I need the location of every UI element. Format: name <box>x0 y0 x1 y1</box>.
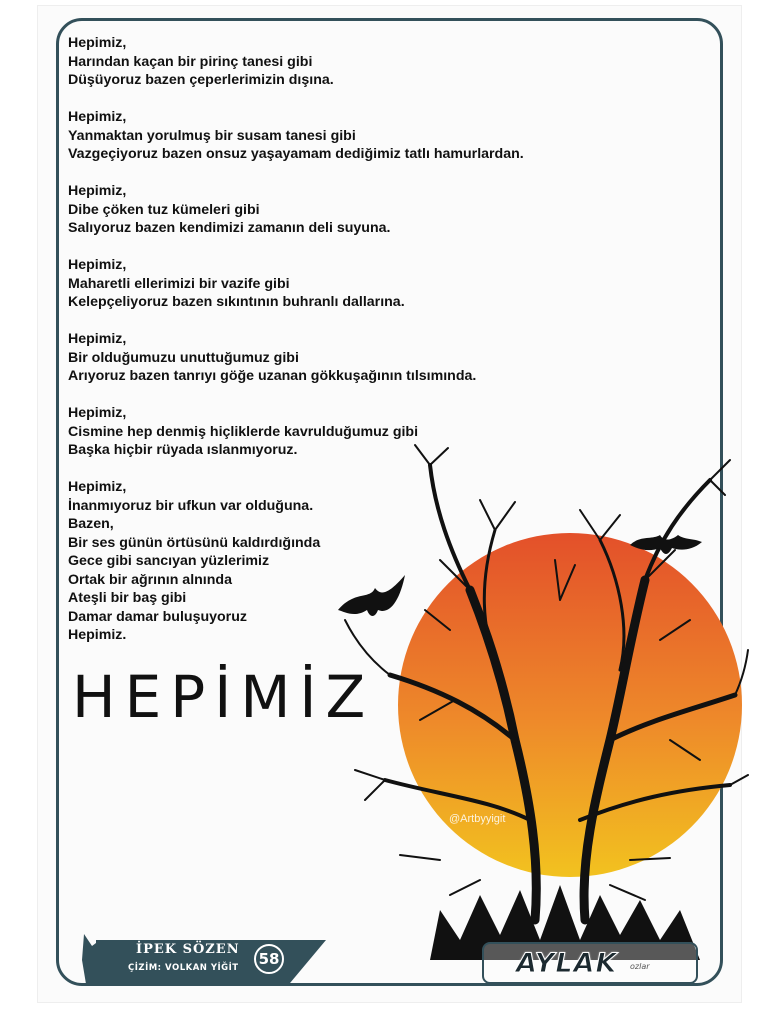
poem-line: Düşüyoruz bazen çeperlerimizin dışına. <box>68 72 334 88</box>
poem-line: Vazgeçiyoruz bazen onsuz yaşayamam dediğimiz tatlı hamurlardan. <box>68 146 524 162</box>
poem-line: Başka hiçbir rüyada ıslanmıyoruz. <box>68 442 298 458</box>
poem-line: Hepimiz, <box>68 109 127 125</box>
poem-title: HEPİMİZ <box>72 663 375 731</box>
poem-line: Harından kaçan bir pirinç tanesi gibi <box>68 53 313 70</box>
poem-line: Hepimiz. <box>68 627 127 643</box>
illustrator-credit: ÇİZİM: VOLKAN YİĞİT <box>128 963 239 973</box>
poem-line: Hepimiz, <box>68 183 127 199</box>
poem-line: Ortak bir ağrının alnında <box>68 571 232 588</box>
poem-line: Yanmaktan yorulmuş bir susam tanesi gibi <box>68 127 356 144</box>
poem-stanza <box>68 34 668 90</box>
poem-stanza <box>68 256 668 312</box>
poem-line: Bazen, <box>68 516 114 532</box>
magazine-brand <box>480 940 700 988</box>
author-badge <box>80 930 330 986</box>
poem-line: Damar damar buluşuyoruz <box>68 608 247 625</box>
poem-line: İnanmıyoruz bir ufkun var olduğuna. <box>68 497 314 514</box>
brand-subtitle: ozlar <box>630 962 650 971</box>
poem-line: Hepimiz, <box>68 331 127 347</box>
poem-stanza <box>68 182 668 238</box>
poem-line: Cismine hep denmiş hiçliklerde kavrulduğumuz gibi <box>68 423 419 440</box>
brand-logo: AYLAK <box>516 948 618 979</box>
poem-line: Salıyoruz bazen kendimizi zamanın deli suyuna. <box>68 220 391 236</box>
page-number: 58 <box>254 944 284 974</box>
poem-line: Hepimiz, <box>68 35 127 51</box>
poem-line: Ateşli bir baş gibi <box>68 590 187 606</box>
poem-stanza <box>68 108 668 164</box>
poem-line: Gece gibi sancıyan yüzlerimiz <box>68 553 270 569</box>
sun <box>398 533 742 877</box>
art-credit: @Artbyyigit <box>449 813 506 825</box>
sunset-tree-illustration <box>330 440 750 960</box>
poem-stanza <box>68 330 668 386</box>
bat-left-icon <box>338 575 405 616</box>
poem-line: Maharetli ellerimizi bir vazife gibi <box>68 275 290 292</box>
poem-line: Arıyoruz bazen tanrıyı göğe uzanan gökkuşağının tılsımında. <box>68 368 477 384</box>
poem-line: Hepimiz, <box>68 479 127 495</box>
poem-line: Kelepçeliyoruz bazen sıkıntının buhranlı dallarına. <box>68 294 405 310</box>
poem-line: Bir ses günün örtüsünü kaldırdığında <box>68 534 321 551</box>
author-name: İPEK SÖZEN <box>136 942 240 957</box>
poem-line: Hepimiz, <box>68 405 127 421</box>
poem-line: Bir olduğumuzu unuttuğumuz gibi <box>68 349 299 366</box>
poem-line: Dibe çöken tuz kümeleri gibi <box>68 201 260 218</box>
poem-line: Hepimiz, <box>68 257 127 273</box>
